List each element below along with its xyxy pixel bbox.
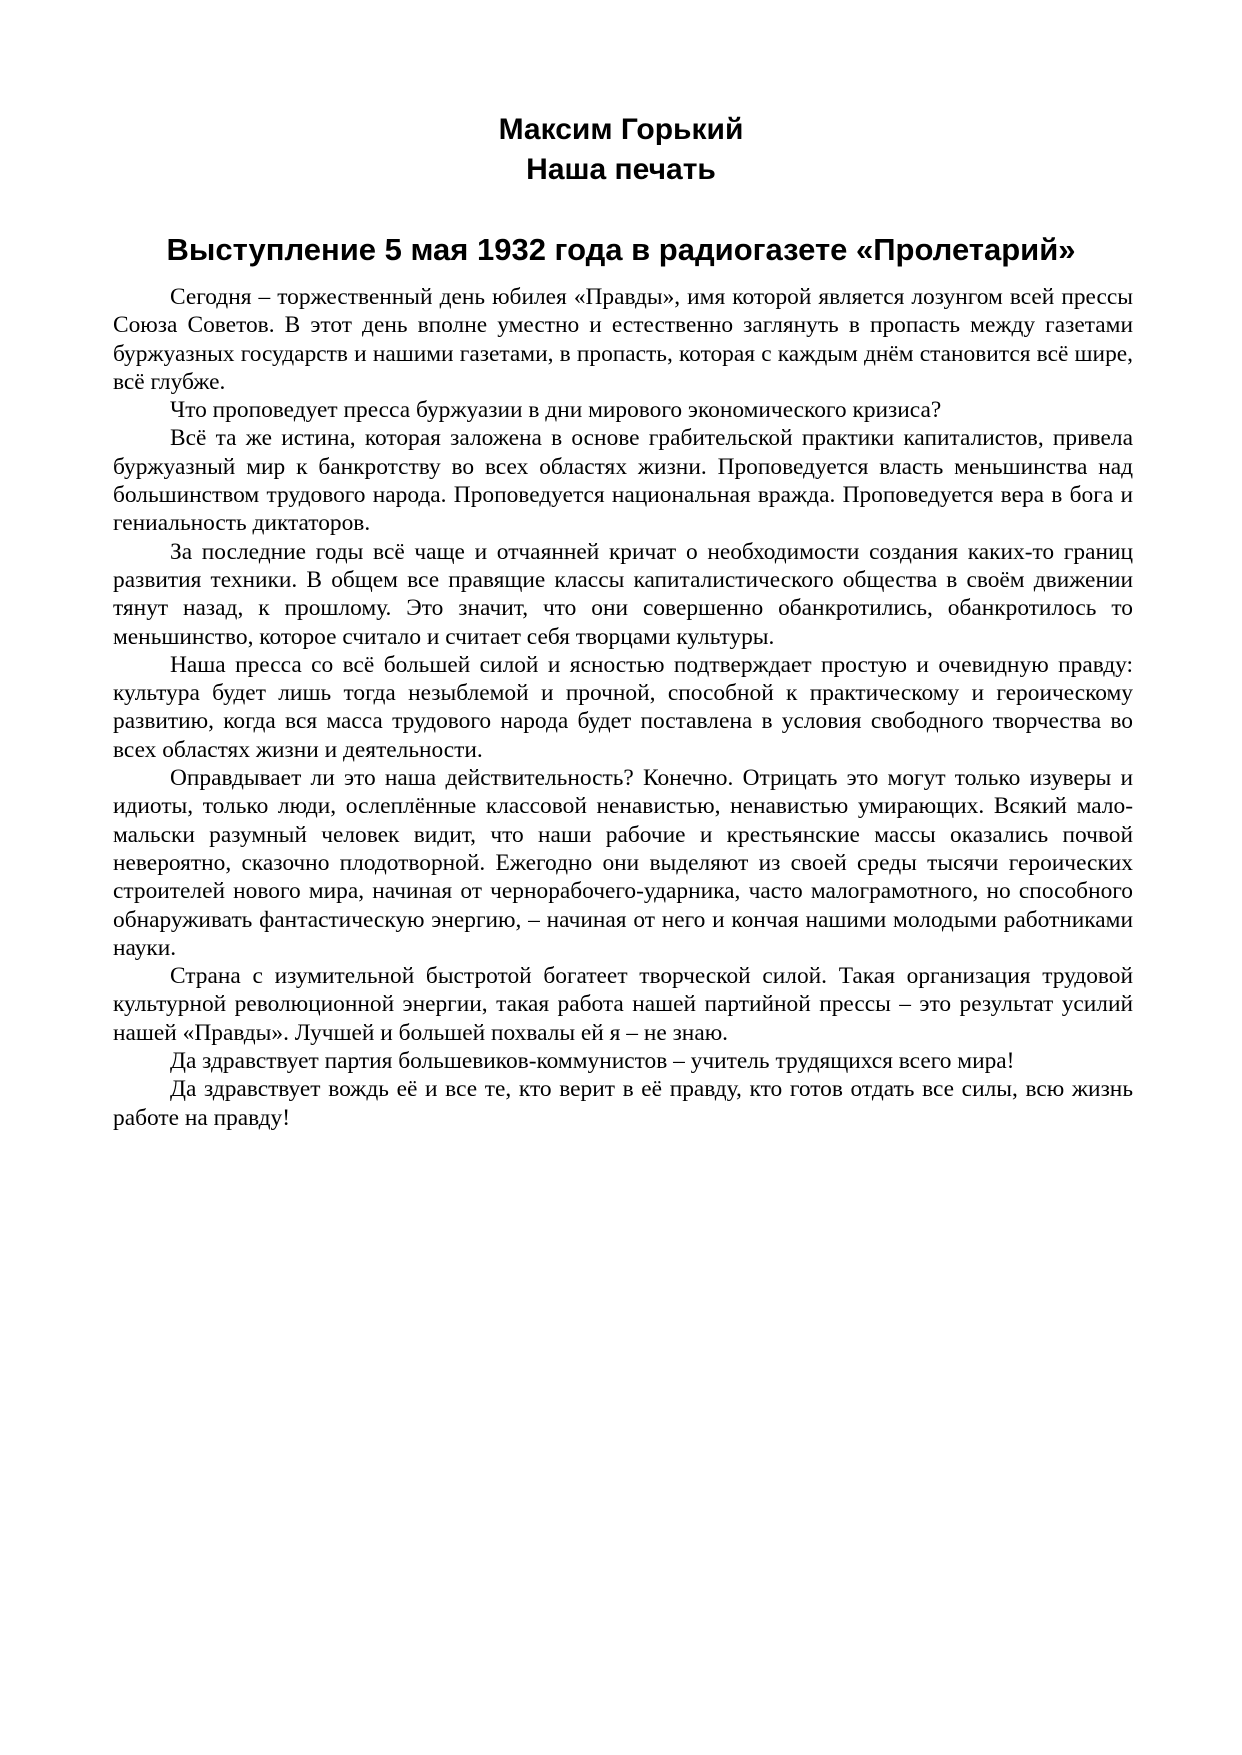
document-subtitle: Выступление 5 мая 1932 года в радиогазете «Пролетарий» bbox=[166, 232, 1076, 267]
paragraph: Сегодня – торжественный день юбилея «Правды», имя которой является лозунгом всей прессы Союза Советов. В этот день вполне уместно и естественно заглянуть в пропасть между газетами буржуазных государств и нашими газетами, в пропасть, которая с каждым днём становится всё шире, всё глубже. bbox=[113, 284, 1133, 395]
document-title: Наша печать bbox=[526, 153, 716, 186]
paragraph: Наша пресса со всё большей силой и ясностью подтверждает простую и очевидную правду: культура будет лишь тогда незыблемой и прочной, способной к практическому и героическому развитию, когда вся масса трудового народа будет поставлена в условия свободного творчества во всех областях жизни и деятельности. bbox=[113, 651, 1133, 763]
paragraph: Да здравствует вождь её и все те, кто верит в её правду, кто готов отдать все силы, всю жизнь работе на правду! bbox=[113, 1076, 1133, 1131]
author-name: Максим Горький bbox=[498, 113, 744, 146]
paragraph: Да здравствует партия большевиков-коммунистов – учитель трудящихся всего мира! bbox=[170, 1048, 1015, 1075]
paragraph: Что проповедует пресса буржуазии в дни мирового экономического кризиса? bbox=[170, 397, 942, 424]
paragraph: Страна с изумительной быстротой богатеет творческой силой. Такая организация трудовой культурной революционной энергии, такая работа нашей партийной прессы – это результат усилий нашей «Правды». Лучшей и большей похвалы ей я – не знаю. bbox=[113, 963, 1133, 1046]
document-body bbox=[113, 283, 1133, 1132]
document-header bbox=[0, 110, 1242, 270]
paragraph: Оправдывает ли это наша действительность? Конечно. Отрицать это могут только изуверы и идиоты, только люди, ослеплённые классовой ненавистью, ненавистью умирающих. Всякий мало-мальски разумный человек видит, что наши рабочие и крестьянские массы оказались почвой невероятно, сказочно плодотворной. Ежегодно они выделяют из своей среды тысячи героических строителей нового мира, начиная от чернорабочего-ударника, часто малограмотного, но способного обнаруживать фантастическую энергию, – начиная от него и кончая нашими молодыми работниками науки. bbox=[113, 765, 1133, 961]
paragraph: За последние годы всё чаще и отчаянней кричат о необходимости создания каких-то границ развития техники. В общем все правящие классы капиталистического общества в своём движении тянут назад, к прошлому. Это значит, что они совершенно обанкротились, обанкротилось то меньшинство, которое считало и считает себя творцами культуры. bbox=[113, 538, 1133, 650]
paragraph: Всё та же истина, которая заложена в основе грабительской практики капиталистов, привела буржуазный мир к банкротству во всех областях жизни. Проповедуется власть меньшинства над большинством трудового народа. Проповедуется национальная вражда. Проповедуется вера в бога и гениальность диктаторов. bbox=[113, 425, 1133, 537]
